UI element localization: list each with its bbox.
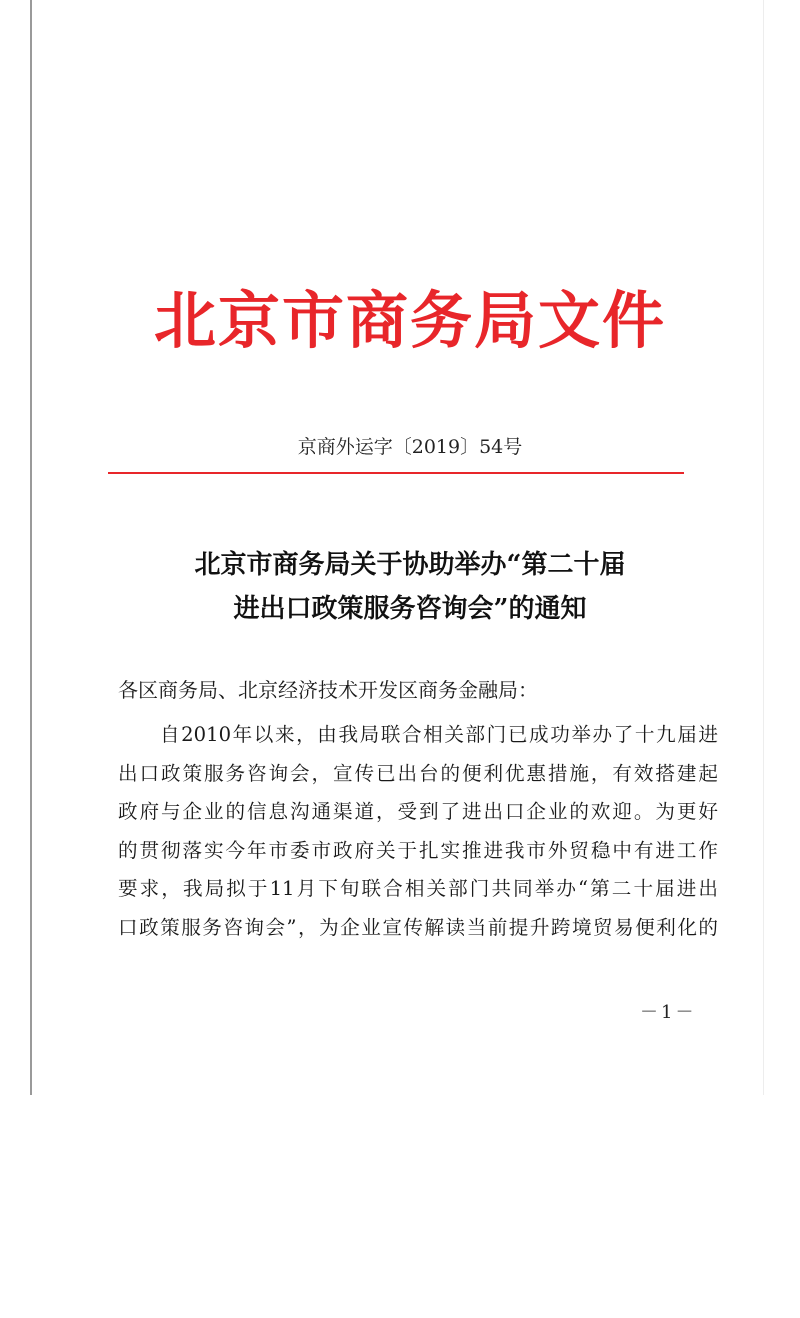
body-line: 政府与企业的信息沟通渠道，受到了进出口企业的欢迎。为更好 (118, 800, 718, 823)
notice-title-line-2: 进出口政策服务咨询会”的通知 (233, 594, 587, 624)
page-right-edge (763, 0, 764, 1095)
notice-title-line-1: 北京市商务局关于协助举办“第二十届 (194, 550, 626, 580)
body-paragraph (118, 721, 718, 952)
document-number: 京商外运字〔2019〕54号 (297, 436, 523, 458)
body-line: 自2010年以来，由我局联合相关部门已成功举办了十九届进 (160, 723, 718, 746)
body-line: 口政策服务咨询会”，为企业宣传解读当前提升跨境贸易便利化的 (118, 915, 718, 939)
body-line: 出口政策服务咨询会，宣传已出台的便利优惠措施，有效搭建起 (118, 761, 718, 785)
page-left-edge (30, 0, 32, 1095)
red-separator-line (108, 472, 684, 474)
body-line: 的贯彻落实今年市委市政府关于扎实推进我市外贸稳中有进工作 (118, 838, 718, 862)
addressee: 各区商务局、北京经济技术开发区商务金融局： (118, 678, 538, 702)
document-header: 北京市商务局文件 (153, 284, 666, 357)
page-number: －1－ (640, 1002, 697, 1023)
body-line: 要求，我局拟于11月下旬联合相关部门共同举办“第二十届进出 (118, 877, 718, 900)
notice-title (100, 543, 720, 631)
